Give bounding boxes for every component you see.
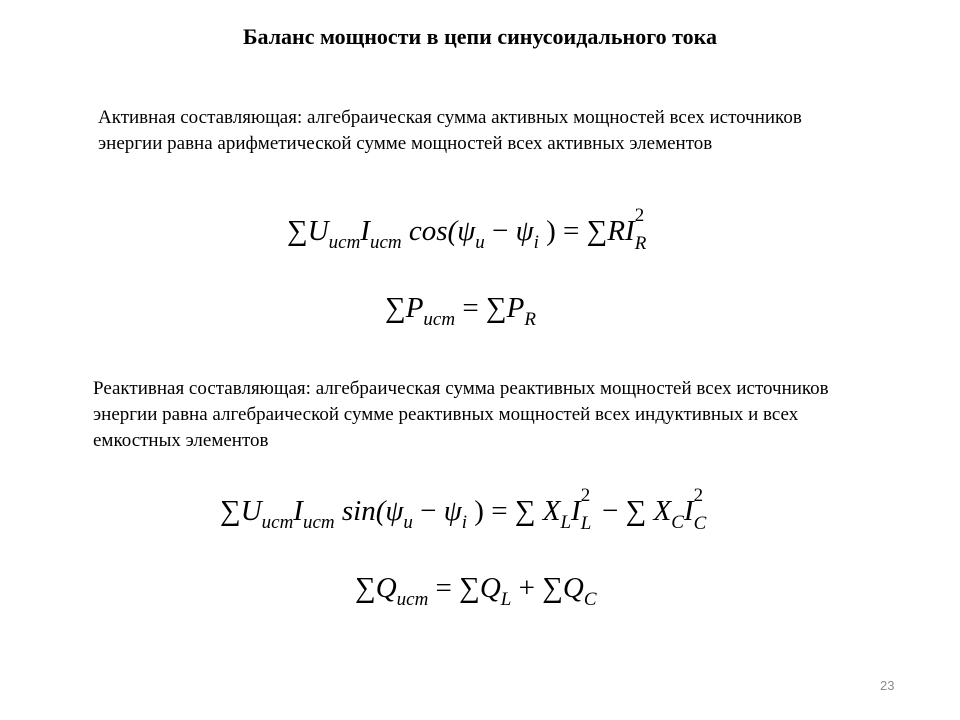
slide-title: Баланс мощности в цепи синусоидального тока [242,24,718,49]
reactive-power-formula: $\sum Q_{ист} = \sum Q_L + \sum Q_C$ [355,572,597,610]
page-number: 23 [880,678,895,693]
active-power-formula-expanded: $\sum U_{ист}I_{ист}$ $\cos(\psi_u - \psi_i$ ) = ∑RI 2 R [287,205,647,254]
active-power-formula: $\sum P_{ист} = \sum P_R$ [385,292,536,330]
reactive-component-text: Реактивная составляющая: алгебраическая сумма реактивных мощностей всех источников энергии равна алгебраической сумме реактивных мощностей всех индуктивных и всех емкостных элементов [93,378,829,451]
reactive-power-formula-expanded: $\sum U_{ист}I_{ист}$ $\sin(\psi_u - \psi_i$ ) = ∑ $X_LI$ 2 L − ∑ $X_CI$ 2 C [220,485,707,534]
active-component-text: Активная составляющая: алгебраическая сумма активных мощностей всех источников энергии равна арифметической сумме мощностей всех активных элементов [98,107,802,154]
